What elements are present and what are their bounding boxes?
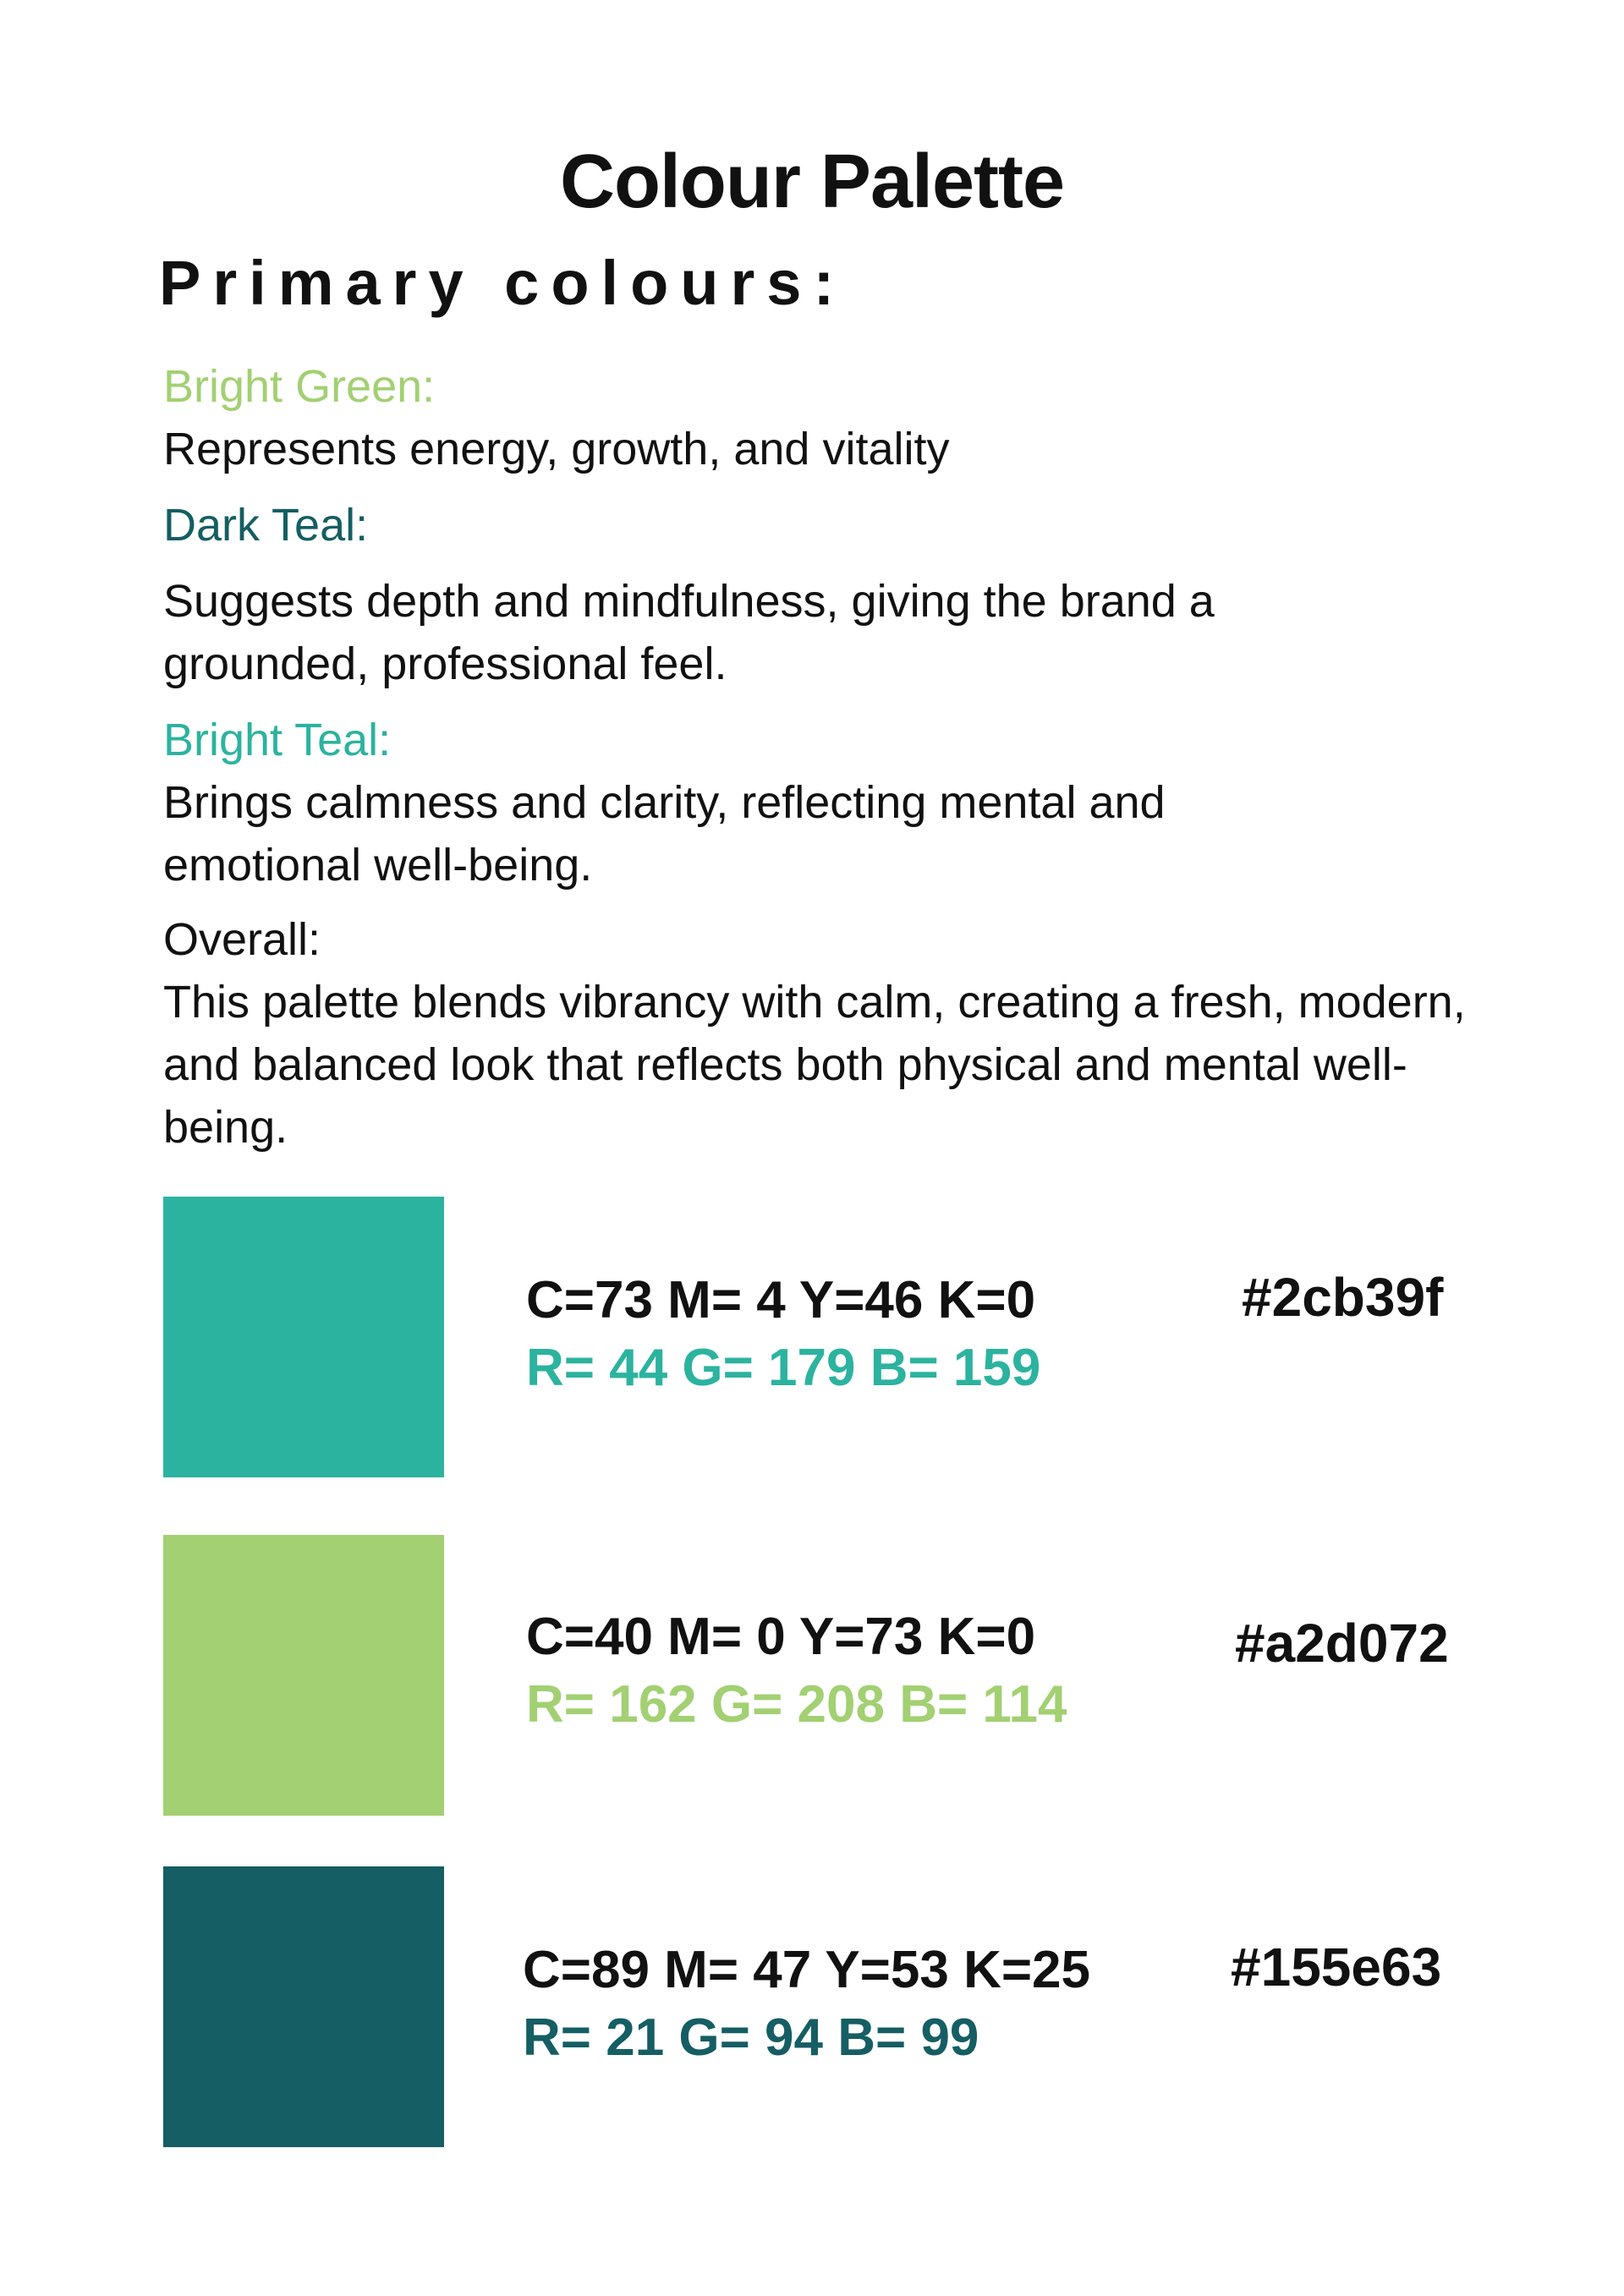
- color-swatch-bright-green: [163, 1535, 444, 1816]
- description-bright-green: [163, 355, 1483, 480]
- description-text: Brings calmness and clarity, reflecting mental and emotional well-being.: [163, 777, 1166, 890]
- rgb-value: R= 162 G= 208 B= 114: [526, 1675, 1067, 1734]
- description-overall: [163, 908, 1483, 1159]
- description-text: Represents energy, growth, and vitality: [163, 424, 950, 474]
- description-text: Suggests depth and mindfulness, giving the brand a grounded, professional feel.: [163, 576, 1215, 689]
- description-label: Overall:: [163, 914, 321, 965]
- page-title: Colour Palette: [559, 140, 1065, 224]
- cmyk-value: C=40 M= 0 Y=73 K=0: [526, 1608, 1036, 1666]
- hex-value: #2cb39f: [1242, 1267, 1444, 1328]
- cmyk-value: C=89 M= 47 Y=53 K=25: [523, 1941, 1091, 1999]
- hex-value: #155e63: [1231, 1937, 1442, 1997]
- hex-value: #a2d072: [1235, 1613, 1449, 1674]
- rgb-value: R= 21 G= 94 B= 99: [523, 2008, 979, 2067]
- color-swatch-dark-teal: [163, 1866, 444, 2147]
- description-text: This palette blends vibrancy with calm, creating a fresh, modern, and balanced look that reflects both physical and mental well-being.: [163, 977, 1466, 1153]
- description-bright-teal: [163, 709, 1483, 896]
- section-heading: Primary colours:: [159, 248, 847, 318]
- description-label: Bright Green:: [163, 361, 436, 412]
- description-label: Bright Teal:: [163, 715, 392, 765]
- rgb-value: R= 44 G= 179 B= 159: [526, 1339, 1041, 1397]
- description-label: Dark Teal:: [163, 500, 369, 551]
- description-dark-teal: [163, 494, 1483, 695]
- color-swatch-bright-teal: [163, 1197, 444, 1477]
- cmyk-value: C=73 M= 4 Y=46 K=0: [526, 1271, 1036, 1329]
